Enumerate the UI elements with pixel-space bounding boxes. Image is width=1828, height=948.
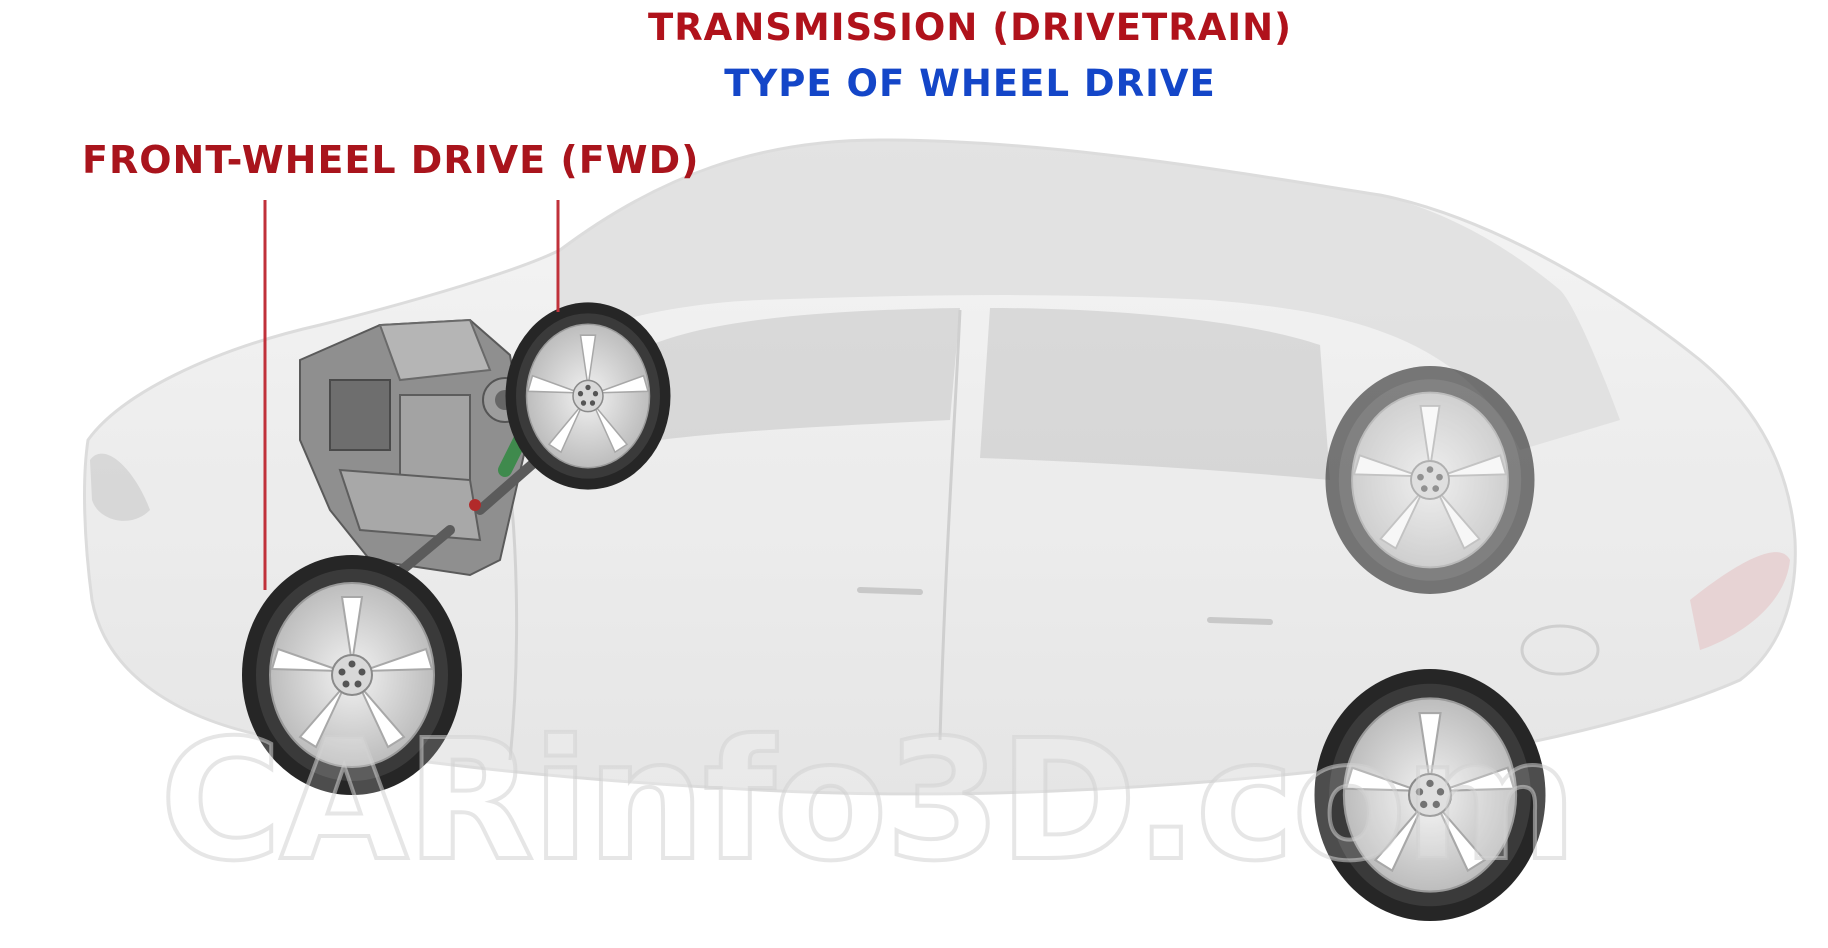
rear-left-wheel <box>1315 669 1546 921</box>
front-left-wheel <box>242 555 462 795</box>
rear-right-wheel <box>1326 366 1535 594</box>
page-subtitle: TYPE OF WHEEL DRIVE <box>724 62 1216 105</box>
front-right-wheel <box>506 302 671 489</box>
watermark: CARinfo3D.com <box>160 705 1576 898</box>
fwd-callout-label: FRONT-WHEEL DRIVE (FWD) <box>82 138 700 182</box>
page-title: TRANSMISSION (DRIVETRAIN) <box>647 6 1293 49</box>
